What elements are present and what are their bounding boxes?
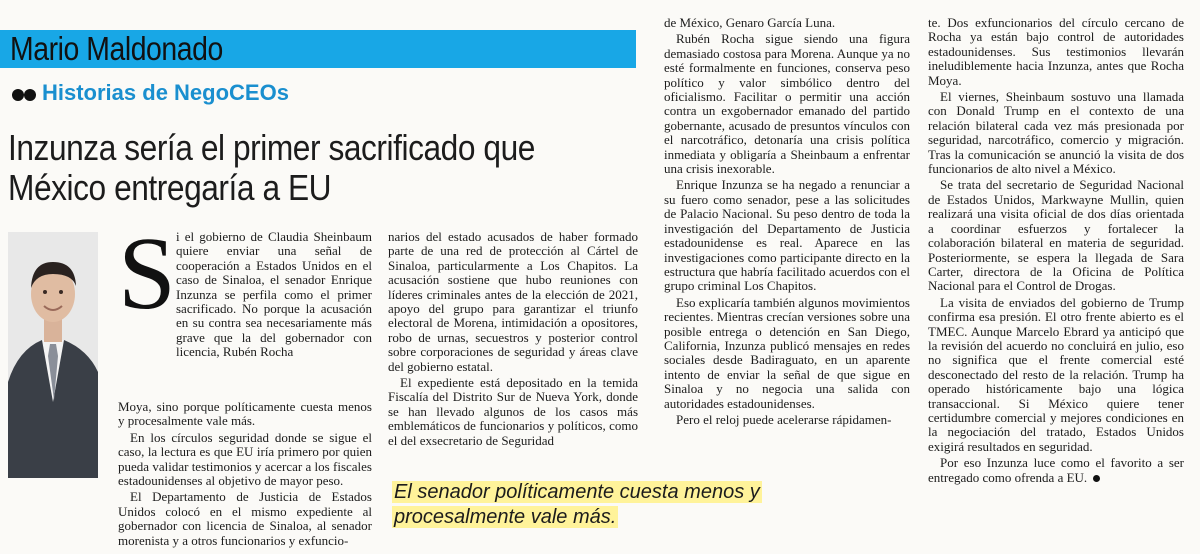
- article-headline: Inzunza sería el primer sacrificado que México entregaría a EU: [8, 127, 535, 208]
- pull-quote-line-2: procesalmente vale más.: [394, 506, 617, 528]
- pull-quote: [392, 480, 762, 530]
- paragraph: En los círculos seguridad donde se sigue el caso, la lectura es que EU iría primero por quien pueda validar testimonios y acercar a los fiscales estadounidenses al objetivo de mayor peso.: [118, 429, 372, 489]
- paragraph: Enrique Inzunza se ha negado a renunciar a su fuero como senador, pese a las solicitudes de Palacio Nacional. Su peso dentro de toda la investigación del Departamento de Justicia estadounidense es real. Aparece en las investigaciones como participante directo en la estructura que habría facilitado acuerdos con el grupo criminal Los Chapitos.: [664, 177, 910, 294]
- end-mark-icon: [1093, 475, 1100, 482]
- paragraph: La visita de enviados del gobierno de Trump confirma esa presión. El otro frente abierto es el TMEC. Aunque Marcelo Ebrard ya anticipó que la revisión del acuerdo no concluirá en julio, eso no significa que el frente comercial esté desconectado del resto de la relación. Trump ha operado históricamente bajo una lógica transaccional. Si México quiere tener certidumbre comercial y mejores condiciones en la negociación del tratado, Estados Unidos exigirá resultados en seguridad.: [928, 294, 1184, 454]
- paragraph: te. Dos exfuncionarios del círculo cercano de Rocha ya están bajo control de autoridades estadounidenses. Sus testimonios llevarán ineludiblemente hacia Inzunza, antes que Rocha Moya.: [928, 15, 1184, 88]
- pull-quote-line-1: El senador políticamente cuesta menos y: [394, 481, 760, 503]
- paragraph: narios del estado acusados de haber formado parte de una red de protección al Cártel de Sinaloa, particularmente a Los Chapitos. La acusación sostiene que hubo reuniones con líderes criminales antes de la elección de 2021, apoyo del grupo para garantizar el triunfo electoral de Morena, intimidación a opositores, robo de urnas, secuestros y posterior control sobre corporaciones de seguridad y áreas clave del gobierno estatal.: [388, 229, 638, 374]
- author-name: Mario Maldonado: [10, 30, 223, 67]
- column-1-bottom: [118, 400, 372, 550]
- column-3: [664, 16, 910, 429]
- column-1-top: [176, 230, 372, 362]
- paragraph: Se trata del secretario de Seguridad Nacional de Estados Unidos, Markwayne Mullin, quien realizará una visita oficial de dos días orientada a coordinar esfuerzos y fortalecer la colaboración bilateral en materia de seguridad. Posteriormente, se espera la llegada de Sara Carter, directora de la Oficina de Política Nacional para el Control de Drogas.: [928, 177, 1184, 294]
- section-bullet-icon: [12, 88, 36, 106]
- paragraph: Pero el reloj puede acelerarse rápidamen-: [676, 411, 892, 427]
- author-photo: [8, 232, 98, 478]
- paragraph: de México, Genaro García Luna.: [664, 15, 836, 30]
- paragraph: Eso explicaría también algunos movimientos recientes. Mientras crecían versiones sobre una posible entrega o detención en San Diego, California, Inzunza publicó mensajes en redes sociales desde Badiraguato, en un aparente intento de enviar la señal de que sigue en Sinaloa y no negocia una salida con autoridades estadounidenses.: [664, 294, 910, 411]
- paragraph: El expediente está depositado en la temida Fiscalía del Distrito Sur de Nueva York, donde se han llevado algunos de los casos más emblemáticos de funcionarios y políticos, como el del exsecretario de Seguridad: [388, 375, 638, 448]
- column-2: [388, 230, 638, 450]
- paragraph: Moya, sino porque políticamente cuesta menos y procesalmente vale más.: [118, 399, 372, 429]
- paragraph: [928, 456, 1184, 485]
- paragraph: i el gobierno de Claudia Sheinbaum quiere enviar una señal de cooperación a Estados Unidos en el caso de Sinaloa, el senador Enrique Inzunza se perfila como el primer sacrificado. No porque la acusación en su contra sea necesariamente más grave que la del gobernador con licencia, Rubén Rocha: [176, 229, 372, 360]
- paragraph: El viernes, Sheinbaum sostuvo una llamada con Donald Trump en el contexto de una relación bilateral cada vez más presionada por seguridad, narcotráfico, comercio y migración. Tras la comunicación se anunció la visita de dos funcionarios de alto nivel a México.: [928, 89, 1184, 177]
- paragraph: El Departamento de Justicia de Estados Unidos colocó en el mismo expediente al gobernador con licencia de Sinaloa, al senador morenista y a otros funcionarios y exfuncio-: [118, 489, 372, 548]
- drop-cap: S: [118, 216, 176, 331]
- paragraph: Rubén Rocha sigue siendo una figura demasiado costosa para Morena. Aunque ya no esté formalmente en funciones, conserva peso político y valor simbólico dentro del oficialismo. Facilitar o permitir una acción contra un exgobernador emanado del partido gobernante, acusado de presuntos vínculos con el narcotráfico, detonaría una crisis política inmediata y obligaría a Sheinbaum a enfrentar una crisis inexorable.: [664, 31, 910, 177]
- column-4: [928, 16, 1184, 487]
- section-title: Historias de NegoCEOs: [42, 80, 289, 105]
- closing-text: Por eso Inzunza luce como el favorito a ser entregado como ofrenda a EU.: [928, 455, 1184, 485]
